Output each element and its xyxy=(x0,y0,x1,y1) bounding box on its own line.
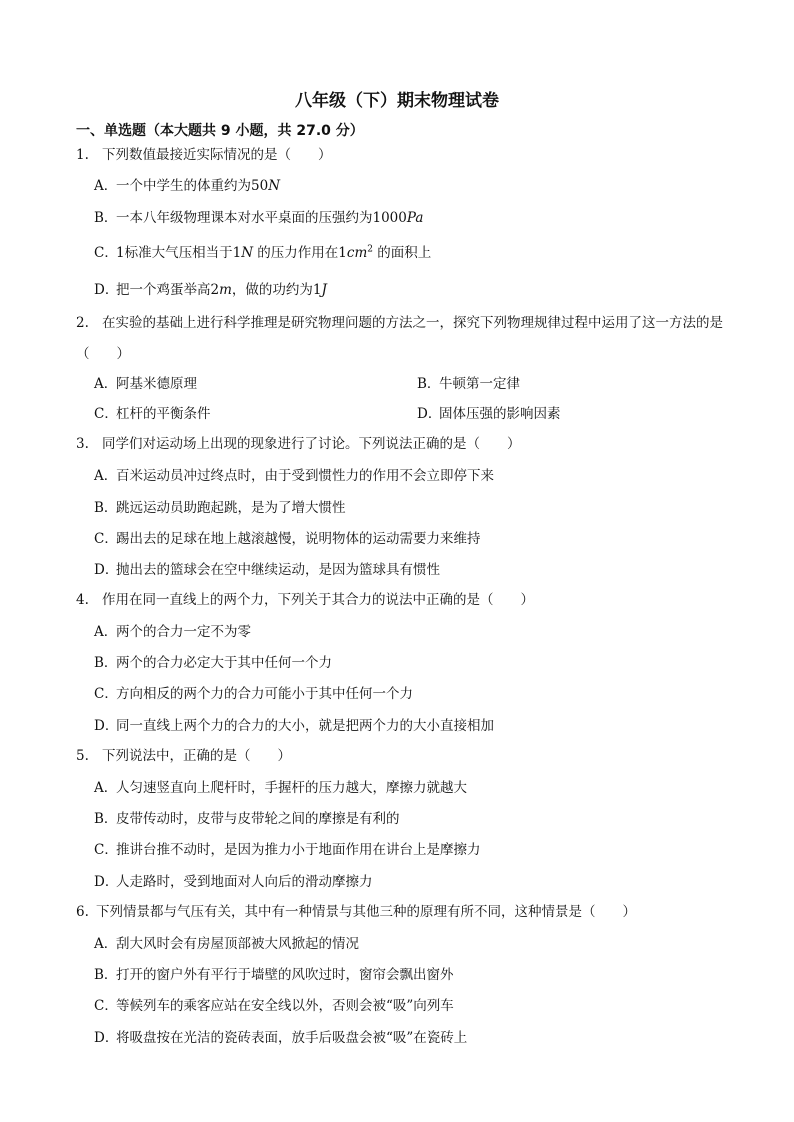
question-number: 3. xyxy=(76,436,89,452)
question-number: 1. xyxy=(76,147,89,163)
section-heading: 一、单选题（本大题共 9 小题，共 27.0 分） xyxy=(76,123,364,139)
q4-option-c xyxy=(94,684,413,704)
question-2-stem xyxy=(76,308,748,370)
option-label: B． xyxy=(94,811,118,827)
option-text: 的压力作用在1 xyxy=(253,245,347,261)
option-label: B． xyxy=(94,967,118,983)
option-text: 的面积上 xyxy=(373,245,432,261)
option-label: C． xyxy=(94,686,118,702)
question-text: 在实验的基础上进行科学推理是研究物理问题的方法之一，探究下列物理规律过程中运用了这一方法的是（ ） xyxy=(76,315,723,362)
superscript: 2 xyxy=(367,244,373,255)
q1-option-a xyxy=(94,176,280,196)
option-text: 牛顿第一定律 xyxy=(439,376,520,392)
option-label: C． xyxy=(94,245,118,261)
option-text: 杠杆的平衡条件 xyxy=(116,406,211,422)
option-text: 刮大风时会有房屋顶部被大风掀起的情况 xyxy=(116,936,359,952)
question-number: 5. xyxy=(76,748,89,764)
option-label: A． xyxy=(94,780,118,796)
option-label: B． xyxy=(94,210,118,226)
q3-option-b xyxy=(94,498,346,518)
option-text: 一个中学生的体重约为50 xyxy=(116,178,269,194)
exam-title: 八年级（下）期末物理试卷 xyxy=(295,91,499,111)
option-label: A． xyxy=(94,936,118,952)
q5-option-d xyxy=(94,872,373,892)
q3-option-c xyxy=(94,529,481,549)
option-label: D． xyxy=(94,282,119,298)
option-label: A． xyxy=(94,468,118,484)
q4-option-d xyxy=(94,716,494,736)
option-text: 同一直线上两个力的合力的大小，就是把两个力的大小直接相加 xyxy=(116,718,494,734)
option-label: D． xyxy=(94,718,119,734)
option-text: 推讲台推不动时，是因为推力小于地面作用在讲台上是摩擦力 xyxy=(116,842,481,858)
option-label: A． xyxy=(94,624,118,640)
option-text: 人走路时，受到地面对人向后的滑动摩擦力 xyxy=(116,874,373,890)
option-text: 把一个鸡蛋举高2 xyxy=(116,282,220,298)
q1-option-d xyxy=(94,280,327,300)
option-label: C． xyxy=(94,406,118,422)
option-label: D． xyxy=(417,406,442,422)
option-unit: N xyxy=(268,178,280,194)
q3-option-a xyxy=(94,466,494,486)
q2-option-c xyxy=(94,404,211,424)
question-3-stem xyxy=(76,429,521,460)
question-text: 下列数值最接近实际情况的是（ ） xyxy=(102,147,332,163)
option-text: 等候列车的乘客应站在安全线以外，否则会被“吸”向列车 xyxy=(116,998,454,1014)
option-text: 一本八年级物理课本对水平桌面的压强约为1000 xyxy=(116,210,407,226)
q5-option-a xyxy=(94,778,467,798)
option-text: 固体压强的影响因素 xyxy=(439,406,561,422)
option-unit: m xyxy=(219,282,232,298)
option-unit: J xyxy=(321,282,327,298)
question-1-stem xyxy=(76,140,332,171)
question-text: 下列说法中，正确的是（ ） xyxy=(102,748,291,764)
option-text: 人匀速竖直向上爬杆时，手握杆的压力越大，摩擦力就越大 xyxy=(116,780,467,796)
option-label: D． xyxy=(94,1030,119,1046)
option-label: C． xyxy=(94,531,118,547)
question-4-stem xyxy=(76,585,534,616)
option-text: 两个的合力一定不为零 xyxy=(116,624,251,640)
question-6-stem xyxy=(76,897,636,928)
q6-option-c xyxy=(94,996,454,1016)
option-text: 方向相反的两个力的合力可能小于其中任何一个力 xyxy=(116,686,413,702)
q4-option-a xyxy=(94,622,251,642)
option-label: D． xyxy=(94,562,119,578)
option-label: D． xyxy=(94,874,119,890)
option-unit: Pa xyxy=(406,210,424,226)
option-unit: cm xyxy=(346,245,368,261)
q2-option-d xyxy=(417,404,561,424)
question-text: 下列情景都与气压有关，其中有一种情景与其他三种的原理有所不同，这种情景是（ ） xyxy=(96,904,636,920)
option-text: 两个的合力必定大于其中任何一个力 xyxy=(116,655,332,671)
q5-option-c xyxy=(94,840,481,860)
question-text: 同学们对运动场上出现的现象进行了讨论。下列说法正确的是（ ） xyxy=(102,436,521,452)
q1-option-b xyxy=(94,208,423,228)
option-label: B． xyxy=(417,376,441,392)
q6-option-d xyxy=(94,1028,467,1048)
question-number: 4. xyxy=(76,592,89,608)
option-text: 百米运动员冲过终点时，由于受到惯性力的作用不会立即停下来 xyxy=(116,468,494,484)
question-5-stem xyxy=(76,741,291,772)
option-text: 1标准大气压相当于1 xyxy=(116,245,242,261)
question-text: 作用在同一直线上的两个力，下列关于其合力的说法中正确的是（ ） xyxy=(102,592,534,608)
q1-option-c xyxy=(94,243,431,263)
option-text: 跳远运动员助跑起跳，是为了增大惯性 xyxy=(116,500,346,516)
option-label: C． xyxy=(94,998,118,1014)
option-text: 将吸盘按在光洁的瓷砖表面，放手后吸盘会被“吸”在瓷砖上 xyxy=(116,1030,468,1046)
option-unit: N xyxy=(241,245,253,261)
option-text: 打开的窗户外有平行于墙壁的风吹过时，窗帘会飘出窗外 xyxy=(116,967,454,983)
q4-option-b xyxy=(94,653,332,673)
option-label: C． xyxy=(94,842,118,858)
question-number: 2. xyxy=(76,315,89,331)
option-label: A． xyxy=(94,178,118,194)
option-text: ，做的功约为1 xyxy=(231,282,322,298)
option-text: 皮带传动时，皮带与皮带轮之间的摩擦是有利的 xyxy=(116,811,400,827)
q2-option-b xyxy=(417,374,520,394)
option-text: 抛出去的篮球会在空中继续运动，是因为篮球具有惯性 xyxy=(116,562,440,578)
option-text: 踢出去的足球在地上越滚越慢，说明物体的运动需要力来维持 xyxy=(116,531,481,547)
q6-option-b xyxy=(94,965,454,985)
option-label: B． xyxy=(94,655,118,671)
q5-option-b xyxy=(94,809,400,829)
option-label: B． xyxy=(94,500,118,516)
option-label: A． xyxy=(94,376,118,392)
q2-option-a xyxy=(94,374,197,394)
q6-option-a xyxy=(94,934,359,954)
option-text: 阿基米德原理 xyxy=(116,376,197,392)
q3-option-d xyxy=(94,560,440,580)
question-number: 6. xyxy=(76,904,89,920)
